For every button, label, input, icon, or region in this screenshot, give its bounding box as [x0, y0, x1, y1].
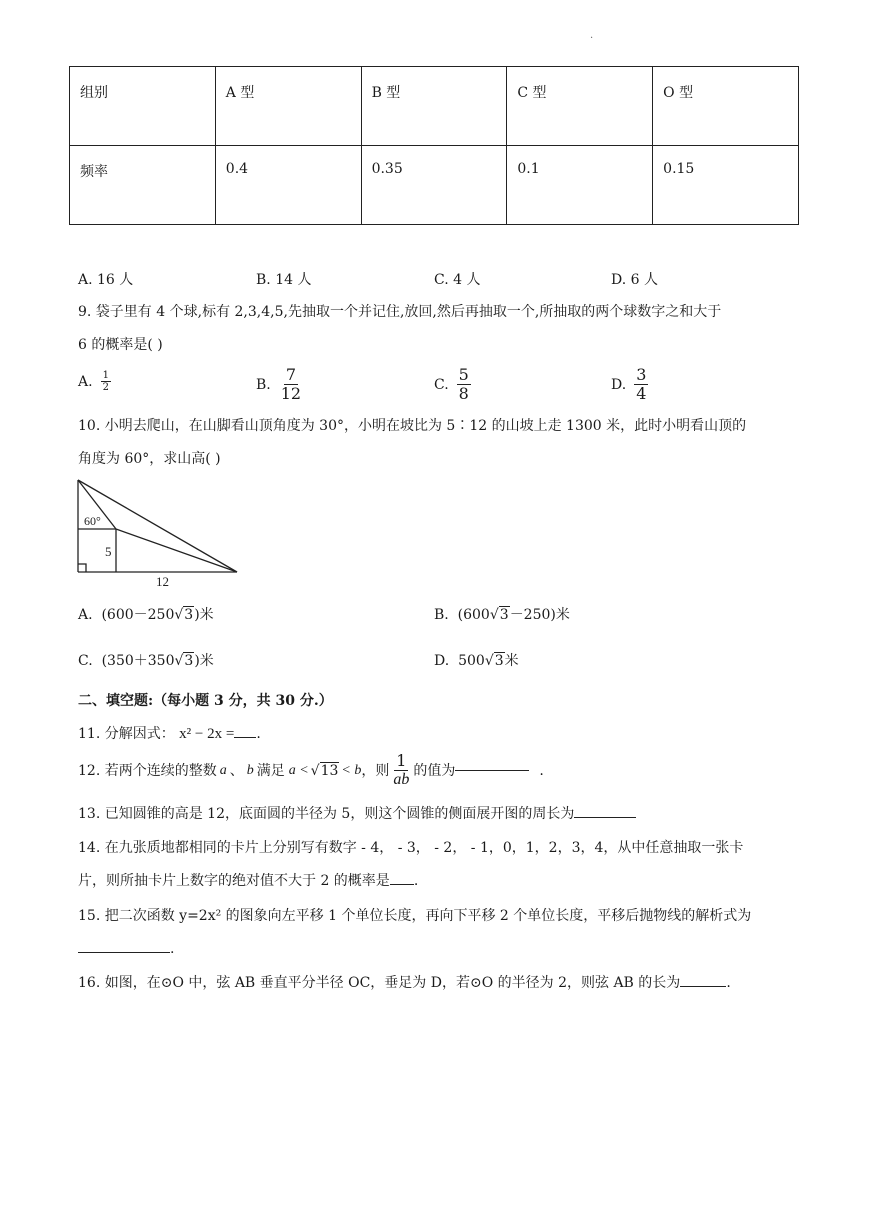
table-cell: 频率 [70, 146, 216, 225]
q10-option-c [78, 650, 214, 670]
answer-blank [234, 737, 256, 738]
q14-text: 片，则所抽卡片上数字的绝对值不大于 2 的概率是 [78, 873, 390, 889]
option-after: 米 [504, 653, 519, 669]
option-label: D. [434, 653, 450, 669]
option-label: B. [434, 607, 449, 623]
answer-blank [78, 952, 170, 953]
q9-option-c [434, 366, 471, 403]
answer-blank [574, 817, 636, 818]
ineq-right: < b [341, 762, 362, 778]
q10-option-b [434, 604, 570, 624]
q10-line1: 10. 小明去爬山，在山脚看山顶角度为 30°，小明在坡比为 5∶12 的山坡上走 1300 米，此时小明看山顶的 [78, 418, 747, 434]
denominator: 8 [458, 384, 469, 403]
table-cell: 0.1 [507, 146, 653, 225]
q15-end: . [170, 941, 175, 957]
section-title: 二、填空题:（每小题 3 分，共 30 分.） [78, 693, 333, 709]
option-label: C. [434, 376, 449, 393]
table-row [70, 67, 799, 146]
q16-text: 16. 如图，在⊙O 中，弦 AB 垂直平分半径 OC，垂足为 D，若⊙O 的半径为 2，则弦 AB 的长为 [78, 975, 681, 991]
table-cell: 0.4 [215, 146, 361, 225]
q16 [78, 973, 731, 993]
radicand: 3 [184, 607, 194, 623]
sqrt-symbol: √3 [484, 653, 504, 669]
q16-end: . [726, 975, 731, 991]
header-dot: . [590, 30, 594, 41]
q15-line2 [78, 939, 174, 959]
numerator: 7 [285, 365, 297, 384]
fraction [391, 752, 411, 789]
q9-option-d [611, 366, 648, 403]
q14-end: . [413, 873, 419, 889]
radicand: 3 [499, 607, 509, 623]
q9-option-a [78, 370, 111, 393]
radicand: 3 [494, 653, 504, 669]
option-before: (600－250 [101, 607, 175, 623]
table-cell: 0.15 [653, 146, 799, 225]
q12 [78, 752, 544, 789]
q8-option-a: A. 16 人 [78, 272, 134, 288]
fraction [101, 370, 111, 393]
q9-line1: 9. 袋子里有 4 个球,标有 2,3,4,5,先抽取一个并记住,放回,然后再抽取一个,所抽取的两个球数字之和大于 [78, 304, 722, 320]
option-before: 500 [458, 653, 485, 669]
q8-option-d: D. 6 人 [611, 272, 658, 288]
fraction [457, 366, 471, 403]
table-cell: 0.35 [361, 146, 507, 225]
q12-end: . [539, 762, 544, 779]
q12-tail: 的值为 [413, 762, 456, 779]
q11-suffix: . [256, 726, 261, 742]
option-label: C. [78, 653, 93, 669]
fraction [634, 366, 648, 403]
q9-option-b [256, 366, 303, 403]
q13 [78, 804, 636, 824]
option-label: B. [256, 376, 271, 393]
slope-line [116, 529, 237, 572]
q10-option-d [434, 650, 519, 670]
option-after: )米 [194, 607, 214, 623]
sqrt-symbol: √3 [174, 607, 194, 623]
q9-line2: 6 的概率是( ) [78, 337, 163, 353]
q12-prefix: 12. 若两个连续的整数 [78, 762, 217, 779]
denominator: ab [393, 771, 410, 788]
option-after: )米 [194, 653, 214, 669]
ineq-left: a < [288, 762, 309, 778]
q10-option-a [78, 604, 214, 624]
q11 [78, 724, 261, 744]
answer-blank [455, 770, 529, 771]
table-cell: B 型 [361, 67, 507, 146]
q12-then: ，则 [361, 762, 390, 779]
radicand: 3 [184, 653, 194, 669]
horizontal-label: 12 [156, 574, 169, 589]
var-a: a [219, 762, 227, 778]
option-before: (600 [457, 607, 490, 623]
q13-text: 13. 已知圆锥的高是 12，底面圆的半径为 5，则这个圆锥的侧面展开图的周长为 [78, 806, 575, 822]
sqrt-symbol: √3 [174, 653, 194, 669]
option-label: D. [611, 376, 627, 393]
q14-line2 [78, 871, 418, 891]
numerator: 1 [102, 370, 109, 381]
sqrt-symbol: √3 [489, 607, 509, 623]
answer-blank [390, 884, 414, 885]
radicand: 13 [320, 762, 339, 779]
q8-option-b: B. 14 人 [256, 272, 312, 288]
sqrt-symbol: √13 [310, 762, 339, 779]
numerator: 1 [396, 751, 407, 770]
denominator: 2 [102, 382, 109, 393]
q12-sep: 、 [229, 762, 244, 779]
vertical-label: 5 [105, 544, 112, 559]
angle-label: 60° [84, 514, 101, 528]
option-label: A. [78, 607, 93, 623]
table-row [70, 146, 799, 225]
table-cell: A 型 [215, 67, 361, 146]
answer-blank [680, 986, 726, 987]
table-cell: C 型 [507, 67, 653, 146]
sightline-30 [78, 480, 237, 572]
table-cell: 组别 [70, 67, 216, 146]
option-label: A. [78, 373, 93, 390]
slope-figure [70, 474, 250, 590]
q14-line1: 14. 在九张质地都相同的卡片上分别写有数字 - 4， - 3， - 2， - 1，0，1，2，3，4，从中任意抽取一张卡 [78, 840, 744, 856]
numerator: 3 [636, 365, 647, 384]
frequency-table [69, 66, 799, 225]
q10-line2: 角度为 60°，求山高( ) [78, 451, 221, 467]
q11-expression: x² − 2x = [179, 726, 235, 742]
option-before: (350＋350 [101, 653, 175, 669]
fraction [279, 366, 303, 403]
numerator: 5 [458, 365, 469, 384]
q15-line1: 15. 把二次函数 y=2x² 的图象向左平移 1 个单位长度，再向下平移 2 个单位长度，平移后抛物线的解析式为 [78, 908, 752, 924]
option-after: －250)米 [509, 607, 570, 623]
table-cell: O 型 [653, 67, 799, 146]
q11-prefix: 11. 分解因式： [78, 726, 175, 742]
q8-option-c: C. 4 人 [434, 272, 481, 288]
denominator: 4 [636, 384, 647, 403]
right-angle-marker [78, 564, 86, 572]
denominator: 12 [280, 384, 302, 403]
var-b: b [246, 762, 254, 778]
q12-mid: 满足 [256, 762, 285, 779]
